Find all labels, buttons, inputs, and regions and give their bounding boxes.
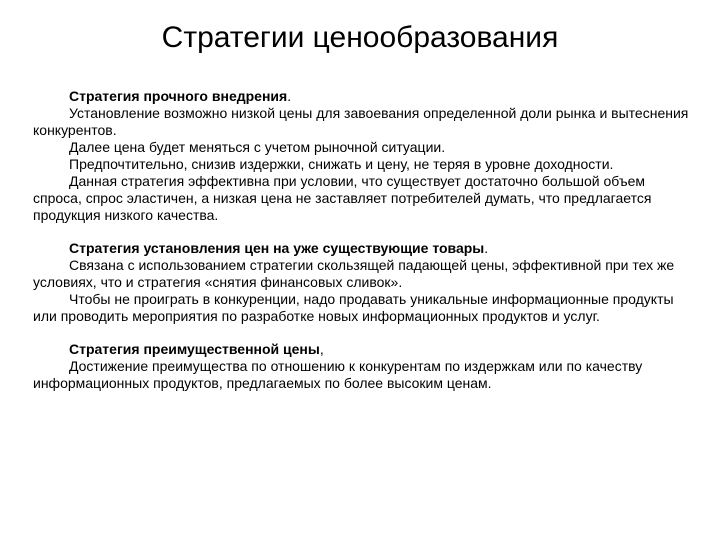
section-heading — [33, 240, 697, 257]
paragraph: Установление возможно низкой цены для завоевания определенной доли рынка и вытеснения конкурентов. — [33, 105, 689, 138]
section-premium-price-strategy — [33, 341, 697, 392]
paragraph: Далее цена будет меняться с учетом рыночной ситуации. — [69, 139, 446, 155]
heading-text: Стратегия преимущественной цены — [69, 341, 320, 357]
heading-text: Стратегия установления цен на уже существующие товары — [69, 240, 485, 256]
paragraph: Данная стратегия эффективна при условии, что существует достаточно большой объем спроса, спрос эластичен, а низкая цена не заставляет потребителей думать, что предлагается продукция низкого качества. — [33, 173, 652, 223]
slide-body — [33, 88, 697, 408]
heading-text: Стратегия прочного внедрения — [69, 88, 288, 104]
paragraph: Достижение преимущества по отношению к конкурентам по издержкам или по качеству информационных продуктов, предлагаемых по более высоким ценам. — [33, 358, 643, 391]
paragraph: Связана с использованием стратегии скользящей падающей цены, эффективной при тех же условиях, что и стратегия «снятия финансовых сливок». — [33, 257, 675, 290]
heading-punct: . — [287, 88, 292, 104]
section-heading — [33, 341, 697, 358]
slide-title: Стратегии ценообразования — [161, 21, 559, 54]
section-heading — [33, 88, 697, 105]
heading-punct: , — [319, 341, 324, 357]
paragraph: Чтобы не проиграть в конкуренции, надо продавать уникальные информационные продукты или проводить мероприятия по разработке новых информационных продуктов и услуг. — [33, 291, 674, 324]
heading-punct: . — [484, 240, 489, 256]
section-penetration-strategy — [33, 88, 697, 224]
section-existing-goods-strategy — [33, 240, 697, 325]
paragraph: Предпочтительно, снизив издержки, снижать и цену, не теряя в уровне доходности. — [69, 156, 614, 172]
